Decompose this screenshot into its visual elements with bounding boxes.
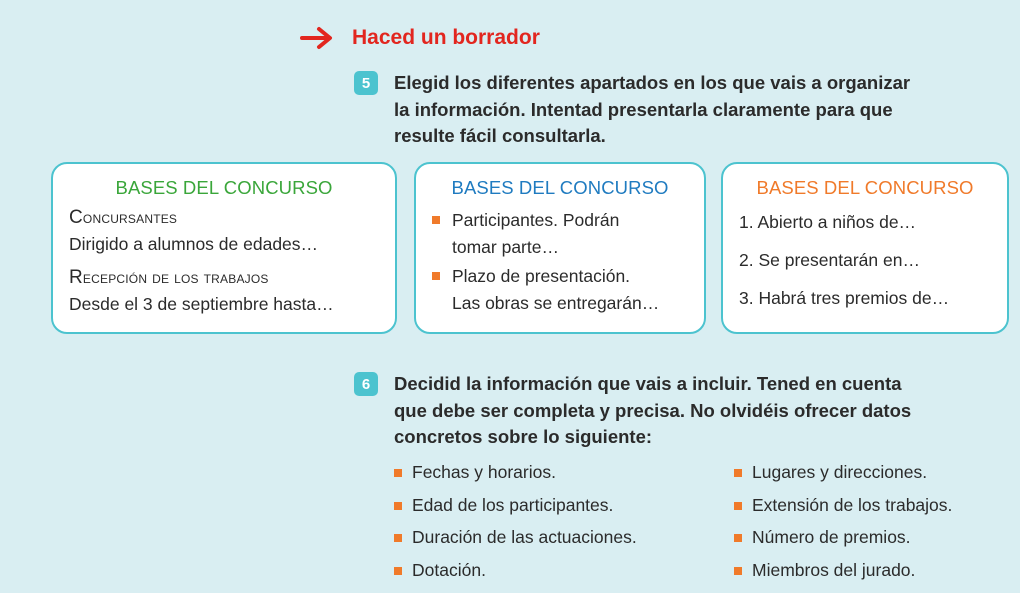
bullet-list bbox=[416, 207, 704, 317]
instruction-line: resulte fácil consultarla. bbox=[394, 125, 606, 146]
instruction-line: la información. Intentad presentarla claramente para que bbox=[394, 98, 893, 120]
section-heading bbox=[300, 26, 540, 50]
list-item bbox=[432, 207, 704, 261]
example-card-sections bbox=[51, 162, 397, 334]
section-text: Dirigido a alumnos de edades… bbox=[69, 234, 319, 254]
list-item: 2. Se presentarán en… bbox=[739, 250, 920, 270]
instruction-line: Elegid los diferentes apartados en los que vais a organizar bbox=[394, 72, 911, 93]
list-item: Edad de los participantes. bbox=[394, 492, 734, 519]
list-item-line: Participantes. Podrán bbox=[452, 210, 620, 230]
instruction-line: concretos sobre lo siguiente: bbox=[394, 426, 653, 447]
step-5 bbox=[354, 70, 910, 150]
example-card-numbered bbox=[721, 162, 1009, 334]
list-item: Miembros del jurado. bbox=[734, 557, 1020, 584]
section-text: Desde el 3 de septiembre hasta… bbox=[69, 294, 334, 314]
heading-title: Haced un borrador bbox=[352, 26, 540, 49]
instruction-line: que debe ser completa y precisa. No olvidéis ofrecer datos bbox=[394, 399, 912, 421]
step-number-badge: 6 bbox=[354, 372, 378, 396]
list-item: 3. Habrá tres premios de… bbox=[739, 288, 950, 308]
section-heading-smallcaps: Concursantes bbox=[69, 207, 178, 228]
numbered-list bbox=[723, 209, 1007, 312]
step-6 bbox=[354, 371, 911, 451]
checklist-grid bbox=[394, 459, 1020, 584]
list-item: Número de premios. bbox=[734, 524, 1020, 551]
card-title: BASES DEL CONCURSO bbox=[115, 177, 333, 198]
list-item bbox=[432, 263, 704, 317]
list-item: Fechas y horarios. bbox=[394, 459, 734, 486]
list-item-line: Las obras se entregarán… bbox=[452, 293, 660, 313]
right-arrow-icon bbox=[300, 26, 334, 50]
card-title: BASES DEL CONCURSO bbox=[756, 177, 974, 198]
list-item-line: Plazo de presentación. bbox=[452, 266, 631, 286]
example-card-bullets bbox=[414, 162, 706, 334]
list-item: 1. Abierto a niños de… bbox=[739, 212, 917, 232]
list-item-line: tomar parte… bbox=[452, 237, 559, 257]
step-instruction bbox=[394, 70, 910, 150]
section-heading-smallcaps: Recepción de los trabajos bbox=[69, 267, 269, 288]
list-item: Lugares y direcciones. bbox=[734, 459, 1020, 486]
instruction-line: Decidid la información que vais a incluir. Tened en cuenta bbox=[394, 373, 902, 394]
step-instruction bbox=[394, 371, 911, 451]
list-item: Extensión de los trabajos. bbox=[734, 492, 1020, 519]
card-title: BASES DEL CONCURSO bbox=[451, 177, 669, 198]
step-number-badge: 5 bbox=[354, 71, 378, 95]
list-item: Duración de las actuaciones. bbox=[394, 524, 734, 551]
list-item: Dotación. bbox=[394, 557, 734, 584]
